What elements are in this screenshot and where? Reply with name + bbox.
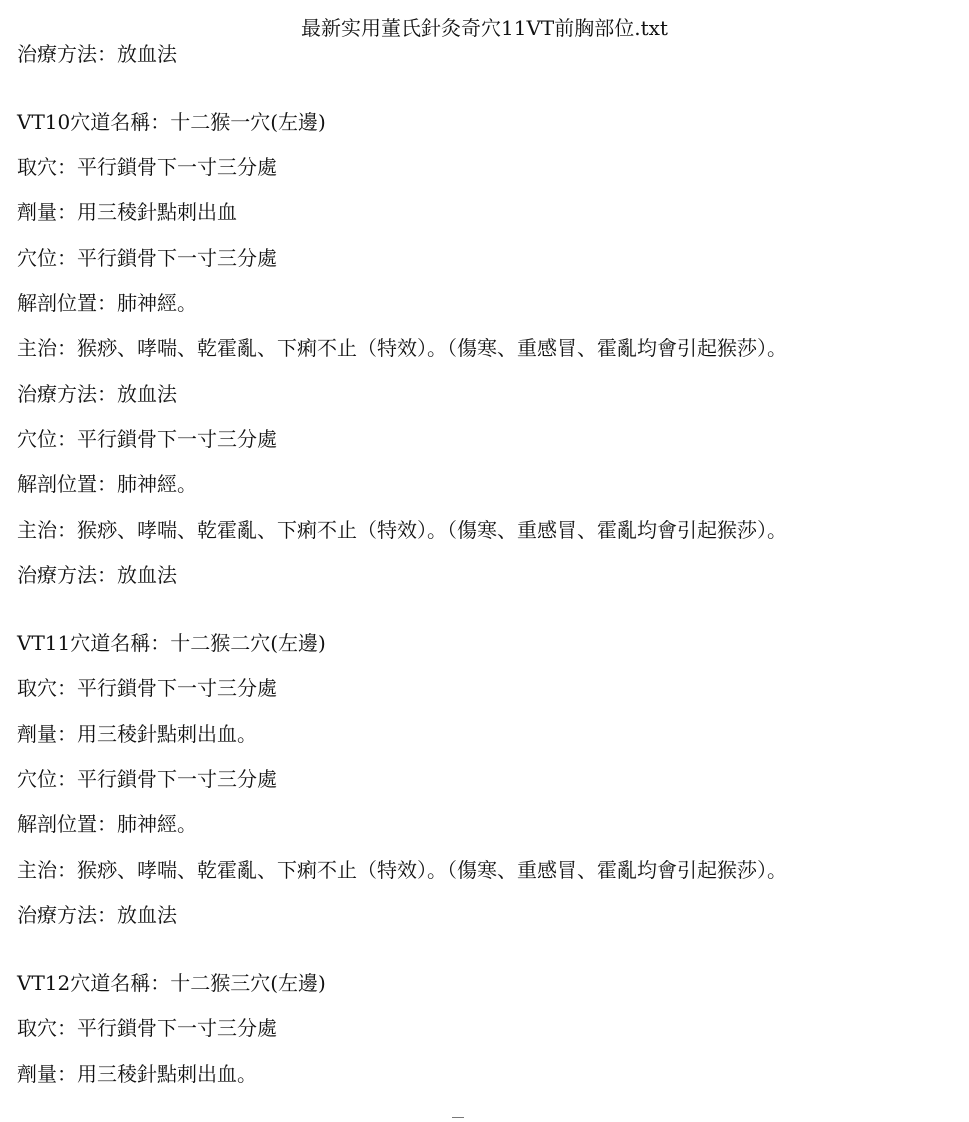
text-line: 解剖位置：肺神經。: [17, 812, 197, 836]
text-line: 治療方法：放血法: [17, 382, 177, 406]
text-line: 劑量：用三稜針點刺出血。: [17, 1062, 257, 1086]
text-line: 治療方法：放血法: [17, 903, 177, 927]
text-line: VT11穴道名稱：十二猴二穴(左邊): [17, 631, 326, 655]
text-line: 取穴：平行鎖骨下一寸三分處: [17, 155, 277, 179]
text-line: 解剖位置：肺神經。: [17, 472, 197, 496]
text-line: 主治：猴痧、哮喘、乾霍亂、下痢不止（特效）。（傷寒、重感冒、霍亂均會引起猴莎）。: [17, 518, 787, 542]
text-line: 穴位：平行鎖骨下一寸三分處: [17, 427, 277, 451]
document-title: 最新实用董氏針灸奇穴11VT前胸部位.txt: [301, 16, 668, 40]
text-line: VT12穴道名稱：十二猴三穴(左邊): [17, 971, 326, 995]
text-line: 主治：猴痧、哮喘、乾霍亂、下痢不止（特效）。（傷寒、重感冒、霍亂均會引起猴莎）。: [17, 858, 787, 882]
text-line: 劑量：用三稜針點刺出血: [17, 200, 237, 224]
text-line: 治療方法：放血法: [17, 563, 177, 587]
text-line: 劑量：用三稜針點刺出血。: [17, 722, 257, 746]
text-line: 穴位：平行鎖骨下一寸三分處: [17, 246, 277, 270]
text-line: 取穴：平行鎖骨下一寸三分處: [17, 1016, 277, 1040]
text-line: VT10穴道名稱：十二猴一穴(左邊): [17, 110, 326, 134]
text-line: 治療方法：放血法: [17, 42, 177, 66]
text-line: 穴位：平行鎖骨下一寸三分處: [17, 767, 277, 791]
text-line: 解剖位置：肺神經。: [17, 291, 197, 315]
page-edge-mark: [452, 1117, 464, 1121]
text-line: 取穴：平行鎖骨下一寸三分處: [17, 676, 277, 700]
text-line: 主治：猴痧、哮喘、乾霍亂、下痢不止（特效）。（傷寒、重感冒、霍亂均會引起猴莎）。: [17, 336, 787, 360]
